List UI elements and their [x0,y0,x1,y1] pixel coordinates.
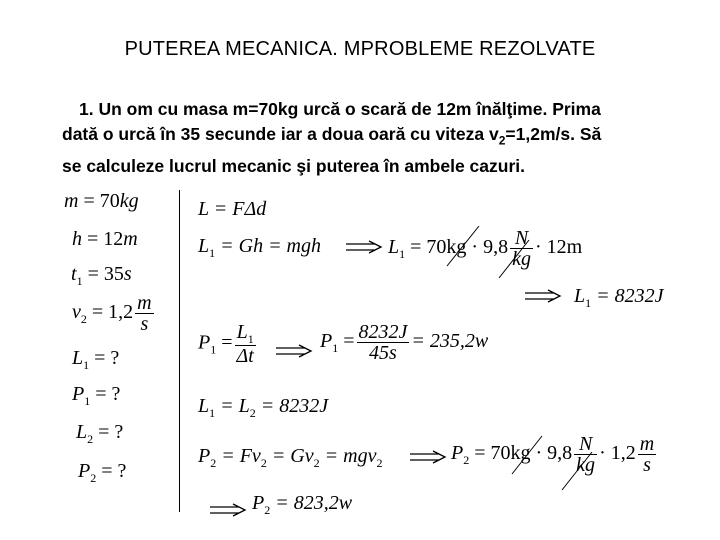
implies-arrow-icon [409,450,447,464]
symbol: L [198,235,210,257]
result: = 8232J [260,395,329,417]
symbol: m [64,190,79,212]
formula: = Fv [221,445,261,467]
symbol: L [198,395,210,417]
formula: L = FΔd [198,198,267,220]
result: = 235,2w [411,330,489,353]
symbol: L [72,347,84,369]
subscript: 2 [463,453,470,468]
implies-arrow-icon [275,344,313,358]
symbol: v [72,301,81,324]
numerator [235,322,256,345]
problem-line-2 [62,122,682,154]
subscript: 2 [376,456,383,470]
numerator: 8232J [358,321,408,343]
divider-line [179,190,180,512]
symbol: P [451,442,464,465]
numerator: m [137,292,152,314]
problem-text: dată o urcă în 35 secunde iar a doua oară cu viteza v [62,124,499,144]
formula: = mgv [324,445,377,467]
power-result-P2 [252,493,352,516]
subscript: 2 [90,471,97,485]
subscript: 1 [399,247,406,262]
symbol: h [72,228,82,250]
unit: m [123,228,138,250]
unit: kg [119,190,139,212]
subscript: 2 [87,432,94,446]
cancel-strike-icon [502,430,602,494]
subscript: 1 [585,296,592,310]
value: = 12 [87,228,124,250]
equals: = [343,330,355,353]
unknown-P1 [72,384,120,407]
work-formula-L1 [198,236,321,259]
numerator: N [514,227,529,249]
formula: = Gv [271,445,314,467]
symbol: P [72,383,85,405]
power-formula-P2 [198,446,382,469]
given-time [71,264,132,287]
subscript: 1 [76,274,83,288]
equals: = [221,331,233,354]
unknown-L1 [72,348,119,371]
subscript: 2 [249,406,256,420]
subscript: 1 [332,341,339,356]
subscript: 1 [84,394,91,408]
given-mass [64,191,139,211]
value: = 70kg · 9,8 [474,442,573,465]
symbol: t [71,263,77,285]
value: = ? [94,347,120,369]
formula: = Gh = mgh [220,235,322,257]
symbol: P [78,460,91,482]
subscript: 2 [80,312,87,327]
power-fraction [235,322,256,366]
power-formula-P1 [198,322,258,366]
symbol: P [252,492,265,514]
power-calc-P1 [320,322,488,363]
velocity-unit-fraction [638,434,656,475]
denominator: s [638,454,656,475]
value: · 12m [534,236,583,259]
denominator: s [135,313,153,334]
subscript: 2 [498,133,506,148]
symbol: P [198,445,211,467]
subscript: 2 [260,456,267,470]
value: = 70kg · 9,8 [410,236,509,259]
problem-statement [62,97,682,179]
value: = ? [95,383,121,405]
denominator: 45s [357,342,410,363]
subscript: 2 [210,456,217,470]
value: = ? [101,460,127,482]
value: = 1,2 [91,301,134,324]
subscript: 1 [209,406,216,420]
subscript: 1 [209,246,216,260]
value: = 35 [87,263,124,285]
value: · 1,2 [599,442,636,465]
subscript: 1 [247,332,254,346]
denominator: kg [512,248,531,270]
implies-arrow-icon [209,503,247,517]
symbol: L [236,321,248,343]
denominator: Δt [236,345,254,367]
cancel-strike-icon [437,222,537,282]
value: = 70 [83,190,120,212]
result: = 8232J [596,285,664,307]
work-equality [198,396,328,419]
power-fraction [357,322,410,363]
formula: = L [220,395,250,417]
problem-line-1 [62,97,682,122]
subscript: 2 [264,503,271,517]
work-definition [198,199,266,219]
given-height [72,229,138,249]
denominator: kg [576,454,596,476]
symbol: P [198,331,211,354]
work-result-L1 [574,286,664,309]
unknown-L2 [76,422,123,445]
implies-arrow-icon [345,240,383,254]
numerator: N [578,433,593,455]
value: = ? [98,421,124,443]
subscript: 1 [83,358,90,372]
symbol: L [76,421,88,443]
symbol: L [388,236,400,259]
page-title: PUTEREA MECANICA. MPROBLEME REZOLVATE [124,38,596,60]
implies-arrow-icon [524,289,562,303]
problem-text: 1. Un om cu masa m=70kg urcă o scară de 12m înălţime. Prima [79,99,601,119]
unit: s [123,263,132,285]
unknown-P2 [78,461,126,484]
subscript: 2 [313,456,320,470]
problem-text: =1,2m/s. Să [505,124,602,144]
symbol: P [320,330,333,353]
result: = 823,2w [275,492,353,514]
subscript: 1 [210,342,217,357]
problem-line-3: se calculeze lucrul mecanic şi puterea în ambele cazuri. [62,155,525,176]
given-velocity [72,293,156,334]
velocity-unit-fraction [135,293,153,334]
symbol: L [574,285,586,307]
numerator: m [639,433,655,455]
